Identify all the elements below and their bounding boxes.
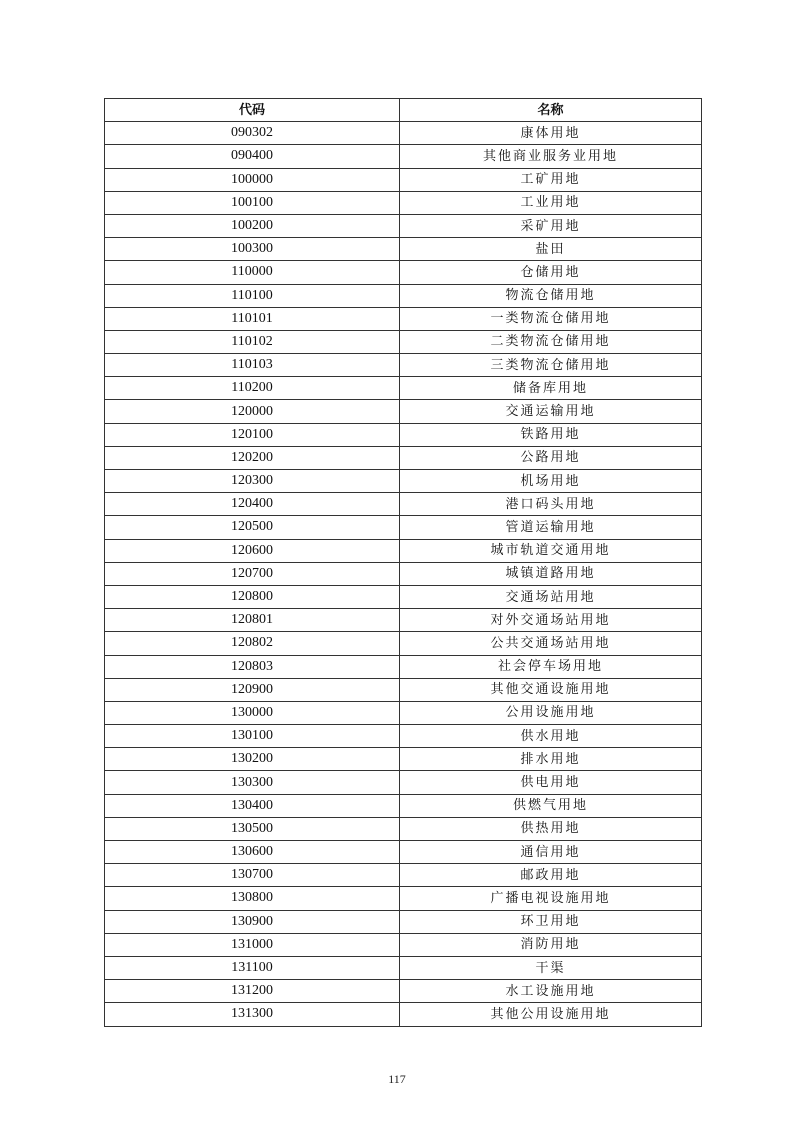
code-cell: 120700 (105, 562, 400, 585)
page-number: 117 (388, 1072, 406, 1086)
name-cell: 铁路用地 (400, 423, 702, 446)
code-cell: 110100 (105, 284, 400, 307)
table-row (105, 655, 702, 678)
table-row (105, 539, 702, 562)
name-cell: 排水用地 (400, 748, 702, 771)
table-row (105, 956, 702, 979)
name-cell: 工业用地 (400, 191, 702, 214)
name-cell: 环卫用地 (400, 910, 702, 933)
table-row (105, 354, 702, 377)
code-cell: 100100 (105, 191, 400, 214)
name-cell: 其他商业服务业用地 (400, 145, 702, 168)
code-cell: 130700 (105, 864, 400, 887)
table-row (105, 284, 702, 307)
column-header-name: 名称 (400, 99, 702, 122)
table-row (105, 516, 702, 539)
name-cell: 盐田 (400, 238, 702, 261)
name-cell: 城镇道路用地 (400, 562, 702, 585)
name-cell: 采矿用地 (400, 214, 702, 237)
name-cell: 交通运输用地 (400, 400, 702, 423)
table-row (105, 470, 702, 493)
name-cell: 康体用地 (400, 122, 702, 145)
code-cell: 100200 (105, 214, 400, 237)
code-cell: 130300 (105, 771, 400, 794)
name-cell: 仓储用地 (400, 261, 702, 284)
table-row (105, 562, 702, 585)
table-row (105, 817, 702, 840)
code-cell: 120300 (105, 470, 400, 493)
code-cell: 120800 (105, 585, 400, 608)
table-row (105, 794, 702, 817)
name-cell: 广播电视设施用地 (400, 887, 702, 910)
code-cell: 130000 (105, 701, 400, 724)
name-cell: 水工设施用地 (400, 980, 702, 1003)
table-row (105, 330, 702, 353)
code-cell: 130400 (105, 794, 400, 817)
code-cell: 120000 (105, 400, 400, 423)
name-cell: 对外交通场站用地 (400, 609, 702, 632)
table-row (105, 701, 702, 724)
name-cell: 三类物流仓储用地 (400, 354, 702, 377)
name-cell: 城市轨道交通用地 (400, 539, 702, 562)
table-row (105, 307, 702, 330)
name-cell: 机场用地 (400, 470, 702, 493)
table-header-row (105, 99, 702, 122)
table-row (105, 400, 702, 423)
name-cell: 管道运输用地 (400, 516, 702, 539)
code-cell: 110101 (105, 307, 400, 330)
name-cell: 物流仓储用地 (400, 284, 702, 307)
table-row (105, 841, 702, 864)
name-cell: 公共交通场站用地 (400, 632, 702, 655)
table-row (105, 910, 702, 933)
name-cell: 公路用地 (400, 446, 702, 469)
table-row (105, 1003, 702, 1026)
name-cell: 供水用地 (400, 725, 702, 748)
code-cell: 120400 (105, 493, 400, 516)
code-cell: 110103 (105, 354, 400, 377)
name-cell: 其他公用设施用地 (400, 1003, 702, 1026)
column-header-code: 代码 (105, 99, 400, 122)
code-cell: 120801 (105, 609, 400, 632)
code-cell: 110200 (105, 377, 400, 400)
table-row (105, 377, 702, 400)
code-cell: 120900 (105, 678, 400, 701)
name-cell: 干渠 (400, 956, 702, 979)
table-row (105, 980, 702, 1003)
table-row (105, 864, 702, 887)
code-cell: 131000 (105, 933, 400, 956)
name-cell: 消防用地 (400, 933, 702, 956)
code-cell: 130500 (105, 817, 400, 840)
table-row (105, 933, 702, 956)
code-cell: 130100 (105, 725, 400, 748)
code-cell: 120803 (105, 655, 400, 678)
name-cell: 公用设施用地 (400, 701, 702, 724)
code-cell: 130900 (105, 910, 400, 933)
table-row (105, 423, 702, 446)
name-cell: 一类物流仓储用地 (400, 307, 702, 330)
code-cell: 130600 (105, 841, 400, 864)
table-body (105, 122, 702, 1026)
table-row (105, 725, 702, 748)
name-cell: 其他交通设施用地 (400, 678, 702, 701)
name-cell: 二类物流仓储用地 (400, 330, 702, 353)
name-cell: 通信用地 (400, 841, 702, 864)
name-cell: 交通场站用地 (400, 585, 702, 608)
name-cell: 港口码头用地 (400, 493, 702, 516)
code-cell: 120200 (105, 446, 400, 469)
code-cell: 090302 (105, 122, 400, 145)
table-row (105, 887, 702, 910)
code-cell: 110102 (105, 330, 400, 353)
name-cell: 储备库用地 (400, 377, 702, 400)
table-row (105, 122, 702, 145)
name-cell: 供热用地 (400, 817, 702, 840)
table-row (105, 585, 702, 608)
table-row (105, 609, 702, 632)
code-cell: 120500 (105, 516, 400, 539)
table-row (105, 238, 702, 261)
code-cell: 100300 (105, 238, 400, 261)
code-cell: 131100 (105, 956, 400, 979)
code-cell: 130200 (105, 748, 400, 771)
code-cell: 130800 (105, 887, 400, 910)
table-row (105, 168, 702, 191)
code-cell: 120100 (105, 423, 400, 446)
table-row (105, 145, 702, 168)
code-cell: 120802 (105, 632, 400, 655)
land-use-code-table (104, 98, 702, 1027)
name-cell: 社会停车场用地 (400, 655, 702, 678)
table-row (105, 214, 702, 237)
name-cell: 工矿用地 (400, 168, 702, 191)
table-row (105, 748, 702, 771)
code-cell: 110000 (105, 261, 400, 284)
table-row (105, 446, 702, 469)
name-cell: 供电用地 (400, 771, 702, 794)
code-cell: 120600 (105, 539, 400, 562)
name-cell: 邮政用地 (400, 864, 702, 887)
table-row (105, 493, 702, 516)
table-row (105, 678, 702, 701)
name-cell: 供燃气用地 (400, 794, 702, 817)
code-cell: 090400 (105, 145, 400, 168)
table-row (105, 261, 702, 284)
table-row (105, 191, 702, 214)
table-row (105, 632, 702, 655)
table-row (105, 771, 702, 794)
code-cell: 131200 (105, 980, 400, 1003)
code-cell: 100000 (105, 168, 400, 191)
code-cell: 131300 (105, 1003, 400, 1026)
